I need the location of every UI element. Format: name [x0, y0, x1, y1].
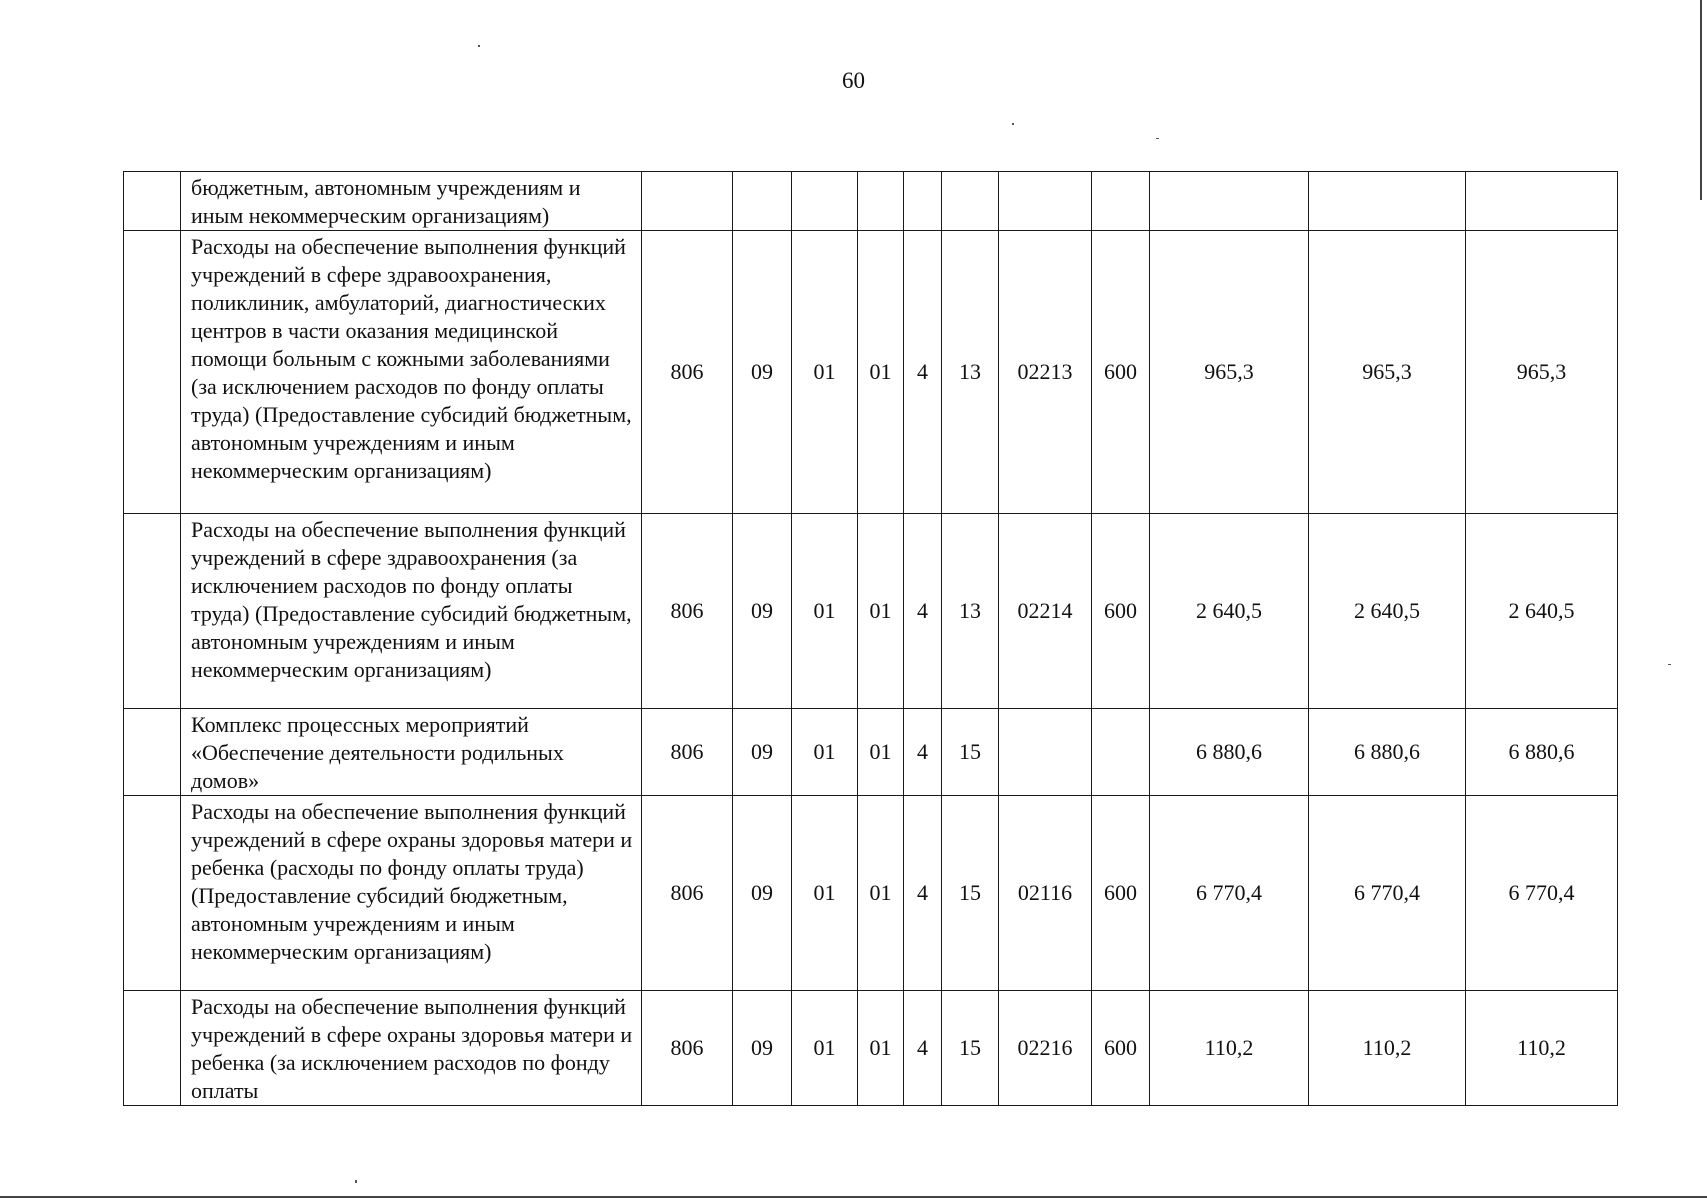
description-cell: Расходы на обеспечение выполнения функций учреждений в сфере охраны здоровья матери и ребенка (расходы по фонду оплаты труда) (Предоставление субсидий бюджетным, автономным учреждениям и иным некоммерческим организациям): [181, 796, 642, 991]
table-row: [124, 231, 1618, 514]
amount-year2-cell: 6 880,6: [1309, 709, 1466, 796]
scan-edge-line: [0, 1196, 1707, 1198]
description-cell: Расходы на обеспечение выполнения функций учреждений в сфере охраны здоровья матери и ребенка (за исключением расходов по фонду оплаты: [181, 991, 642, 1106]
section-cell: 09: [733, 796, 792, 991]
admin-code-cell: 806: [642, 796, 733, 991]
program-cell: 01: [858, 231, 904, 514]
expense-type-cell: 600: [1092, 991, 1150, 1106]
subsection-cell: 01: [792, 709, 858, 796]
type-cell: 4: [904, 231, 942, 514]
type-cell: [904, 172, 942, 231]
admin-code-cell: 806: [642, 231, 733, 514]
complex-cell: 15: [942, 796, 999, 991]
description-cell: бюджетным, автономным учреждениям и иным некоммерческим организациям): [181, 172, 642, 231]
page-number: 60: [842, 68, 865, 93]
subsection-cell: 01: [792, 991, 858, 1106]
section-cell: [733, 172, 792, 231]
row-number-cell: [124, 709, 181, 796]
table-row: [124, 796, 1618, 991]
amount-year2-cell: 110,2: [1309, 991, 1466, 1106]
amount-year3-cell: 2 640,5: [1466, 514, 1618, 709]
type-cell: 4: [904, 514, 942, 709]
row-number-cell: [124, 514, 181, 709]
type-cell: 4: [904, 991, 942, 1106]
amount-year3-cell: 6 770,4: [1466, 796, 1618, 991]
table-row: [124, 172, 1618, 231]
direction-cell: 02116: [999, 796, 1092, 991]
subsection-cell: 01: [792, 514, 858, 709]
expense-type-cell: [1092, 172, 1150, 231]
admin-code-cell: 806: [642, 709, 733, 796]
amount-year2-cell: [1309, 172, 1466, 231]
amount-year2-cell: 2 640,5: [1309, 514, 1466, 709]
scan-speck: [355, 1180, 357, 1183]
amount-year1-cell: 6 880,6: [1150, 709, 1309, 796]
amount-year3-cell: 965,3: [1466, 231, 1618, 514]
subsection-cell: [792, 172, 858, 231]
amount-year3-cell: [1466, 172, 1618, 231]
program-cell: 01: [858, 796, 904, 991]
scan-speck: [1668, 664, 1671, 665]
direction-cell: 02214: [999, 514, 1092, 709]
amount-year1-cell: 110,2: [1150, 991, 1309, 1106]
description-cell: Расходы на обеспечение выполнения функций учреждений в сфере здравоохранения (за исключением расходов по фонду оплаты труда) (Предоставление субсидий бюджетным, автономным учреждениям и иным некоммерческим организациям): [181, 514, 642, 709]
table-row: [124, 514, 1618, 709]
direction-cell: [999, 172, 1092, 231]
program-cell: [858, 172, 904, 231]
program-cell: 01: [858, 514, 904, 709]
expense-type-cell: [1092, 709, 1150, 796]
type-cell: 4: [904, 796, 942, 991]
scan-edge-line: [1700, 0, 1702, 200]
section-cell: 09: [733, 709, 792, 796]
amount-year2-cell: 965,3: [1309, 231, 1466, 514]
section-cell: 09: [733, 991, 792, 1106]
scan-speck: [1156, 138, 1159, 139]
row-number-cell: [124, 231, 181, 514]
admin-code-cell: [642, 172, 733, 231]
type-cell: 4: [904, 709, 942, 796]
row-number-cell: [124, 172, 181, 231]
budget-table: [123, 171, 1618, 1106]
table-row: [124, 709, 1618, 796]
amount-year1-cell: 6 770,4: [1150, 796, 1309, 991]
scan-speck: [1012, 123, 1014, 125]
complex-cell: 15: [942, 709, 999, 796]
description-cell: Расходы на обеспечение выполнения функций учреждений в сфере здравоохранения, поликлиник, амбулаторий, диагностических центров в части оказания медицинской помощи больным с кожными заболеваниями (за исключением расходов по фонду оплаты труда) (Предоставление субсидий бюджетным, автономным учреждениям и иным некоммерческим организациям): [181, 231, 642, 514]
complex-cell: 13: [942, 231, 999, 514]
expense-type-cell: 600: [1092, 231, 1150, 514]
amount-year3-cell: 110,2: [1466, 991, 1618, 1106]
complex-cell: [942, 172, 999, 231]
direction-cell: 02216: [999, 991, 1092, 1106]
admin-code-cell: 806: [642, 514, 733, 709]
section-cell: 09: [733, 514, 792, 709]
complex-cell: 15: [942, 991, 999, 1106]
expense-type-cell: 600: [1092, 796, 1150, 991]
amount-year1-cell: 2 640,5: [1150, 514, 1309, 709]
row-number-cell: [124, 991, 181, 1106]
description-cell: Комплекс процессных мероприятий «Обеспечение деятельности родильных домов»: [181, 709, 642, 796]
subsection-cell: 01: [792, 796, 858, 991]
table-row: [124, 991, 1618, 1106]
subsection-cell: 01: [792, 231, 858, 514]
program-cell: 01: [858, 709, 904, 796]
direction-cell: [999, 709, 1092, 796]
program-cell: 01: [858, 991, 904, 1106]
amount-year2-cell: 6 770,4: [1309, 796, 1466, 991]
expense-type-cell: 600: [1092, 514, 1150, 709]
row-number-cell: [124, 796, 181, 991]
scan-speck: [478, 45, 480, 47]
admin-code-cell: 806: [642, 991, 733, 1106]
amount-year3-cell: 6 880,6: [1466, 709, 1618, 796]
complex-cell: 13: [942, 514, 999, 709]
direction-cell: 02213: [999, 231, 1092, 514]
amount-year1-cell: 965,3: [1150, 231, 1309, 514]
amount-year1-cell: [1150, 172, 1309, 231]
section-cell: 09: [733, 231, 792, 514]
